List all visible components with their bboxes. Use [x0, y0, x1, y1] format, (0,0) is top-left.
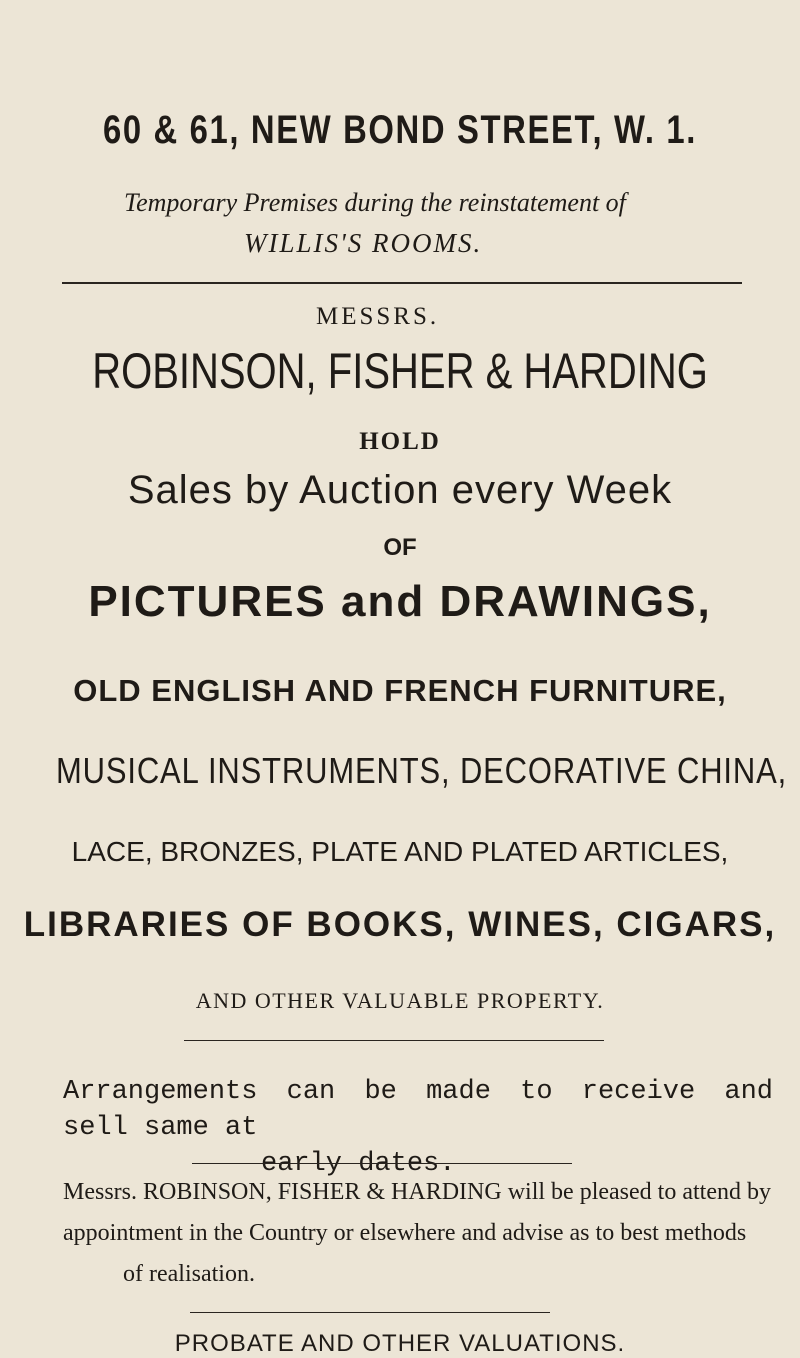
category-lace: LACE, BRONZES, PLATE AND PLATED ARTICLES,: [71, 836, 729, 867]
bottom-divider: [190, 1312, 550, 1313]
messrs-label: MESSRS.: [316, 303, 440, 330]
category-libraries: LIBRARIES OF BOOKS, WINES, CIGARS,: [23, 905, 777, 944]
probate-valuations: PROBATE AND OTHER VALUATIONS.: [174, 1330, 626, 1357]
hold-label: HOLD: [359, 428, 441, 455]
middle-divider: [184, 1040, 604, 1041]
note-line-3: of realisation.: [123, 1261, 255, 1287]
willis-rooms-line: WILLIS'S ROOMS.: [244, 228, 483, 258]
sales-line: Sales by Auction every Week: [127, 468, 673, 512]
note-prefix: Messrs.: [63, 1179, 138, 1205]
temporary-premises-line: Temporary Premises during the reinstatement of: [124, 188, 626, 217]
category-musical: MUSICAL INSTRUMENTS, DECORATIVE CHINA,: [56, 750, 788, 791]
arrangements-line-1: Arrangements can be made to receive and sell same at: [63, 1077, 773, 1143]
note-firm-names: ROBINSON, FISHER & HARDING: [143, 1179, 502, 1205]
messrs-note-paragraph: [63, 1172, 773, 1295]
note-rest-1: will be pleased to attend by: [507, 1179, 771, 1205]
top-divider: [62, 282, 742, 284]
arrangements-paragraph: [63, 1074, 773, 1182]
category-pictures: PICTURES and DRAWINGS,: [88, 577, 712, 626]
arrangements-line-2: early dates.: [261, 1149, 456, 1179]
of-label: OF: [383, 534, 417, 561]
category-other-property: AND OTHER VALUABLE PROPERTY.: [195, 988, 605, 1013]
note-line-2: appointment in the Country or elsewhere and advise as to best methods: [63, 1220, 747, 1246]
lower-divider: [192, 1163, 572, 1164]
address-heading: 60 & 61, NEW BOND STREET, W. 1.: [103, 108, 697, 152]
category-furniture: OLD ENGLISH AND FRENCH FURNITURE,: [73, 673, 727, 708]
firm-name: ROBINSON, FISHER & HARDING: [92, 343, 708, 399]
